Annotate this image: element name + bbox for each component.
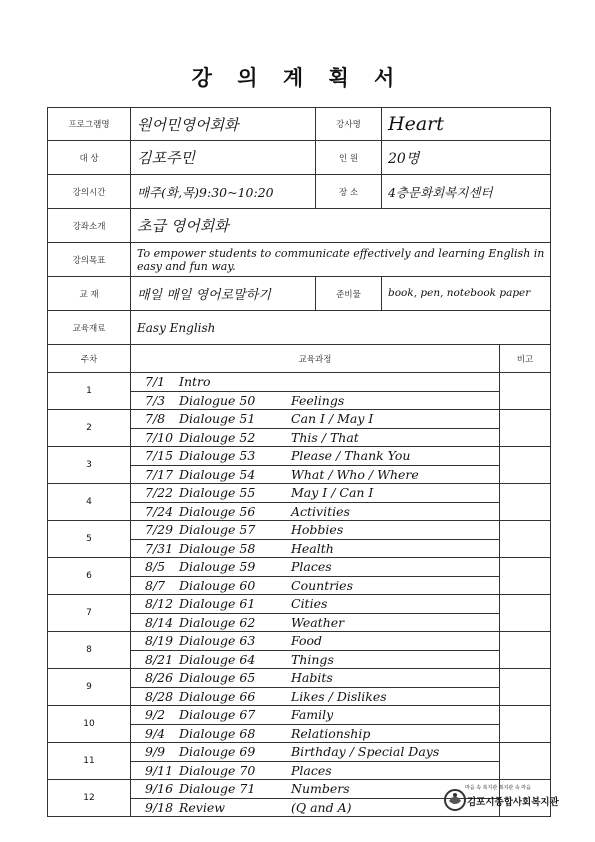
week-sessions [131, 706, 500, 743]
session-unit: Dialouge 60 [179, 577, 256, 593]
week-row [48, 632, 551, 669]
session-unit: Review [179, 799, 225, 815]
textbook-label: 교 재 [48, 277, 131, 311]
session-topic: (Q and A) [291, 799, 352, 815]
goal-value: To empower students to communicate effectively and learning English in easy and fun way. [131, 243, 551, 277]
session-line [131, 651, 499, 669]
session-topic: What / Who / Where [291, 466, 419, 482]
session-line [131, 706, 499, 725]
session-date: 7/1 [145, 374, 166, 389]
session-line [131, 558, 499, 577]
session-date: 7/22 [145, 485, 174, 500]
session-topic: Places [291, 559, 332, 574]
session-unit: Dialouge 58 [179, 540, 256, 556]
week-note [500, 632, 551, 669]
week-note [500, 743, 551, 780]
session-topic: Activities [291, 503, 350, 519]
session-date: 7/15 [145, 448, 174, 463]
week-sessions [131, 743, 500, 780]
session-line [131, 632, 499, 651]
session-unit: Dialouge 59 [179, 559, 256, 574]
week-note [500, 484, 551, 521]
session-date: 9/11 [145, 762, 174, 778]
week-sessions [131, 669, 500, 706]
target-label: 대 상 [48, 141, 131, 175]
session-topic: Feelings [291, 392, 345, 408]
session-topic: May I / Can I [291, 485, 374, 500]
session-topic: Likes / Dislikes [291, 688, 387, 704]
session-date: 7/24 [145, 503, 174, 519]
session-date: 7/17 [145, 466, 174, 482]
week-number: 3 [48, 447, 131, 484]
week-note [500, 373, 551, 410]
logo-tagline: 마음 속 복지관 복지관 속 마음 [465, 785, 531, 791]
note-header: 비고 [500, 345, 551, 373]
session-unit: Dialouge 62 [179, 614, 256, 630]
session-topic: Countries [291, 577, 353, 593]
week-number: 8 [48, 632, 131, 669]
lecture-plan-table [47, 107, 551, 817]
goal-label: 강의목표 [48, 243, 131, 277]
session-unit: Dialouge 57 [179, 522, 256, 537]
place-label: 장 소 [316, 175, 382, 209]
week-row [48, 373, 551, 410]
session-date: 9/2 [145, 707, 166, 722]
session-line [131, 688, 499, 706]
week-note [500, 669, 551, 706]
instructor-label: 강사명 [316, 108, 382, 141]
session-line [131, 466, 499, 484]
session-unit: Dialouge 54 [179, 466, 256, 482]
session-topic: Cities [291, 596, 328, 611]
week-number: 2 [48, 410, 131, 447]
week-row [48, 447, 551, 484]
week-sessions [131, 410, 500, 447]
week-note [500, 558, 551, 595]
session-unit: Dialouge 66 [179, 688, 256, 704]
week-sessions [131, 484, 500, 521]
program-value: 원어민영어회화 [131, 108, 316, 141]
week-sessions [131, 447, 500, 484]
session-topic: Family [291, 707, 334, 722]
session-line [131, 429, 499, 447]
session-unit: Dialouge 53 [179, 448, 256, 463]
session-unit: Dialogue 50 [179, 392, 256, 408]
week-number: 10 [48, 706, 131, 743]
session-line [131, 392, 499, 410]
session-date: 8/7 [145, 577, 166, 593]
session-topic: Can I / May I [291, 411, 374, 426]
session-topic: Birthday / Special Days [291, 744, 440, 759]
session-date: 9/16 [145, 781, 174, 796]
week-row [48, 558, 551, 595]
week-note [500, 447, 551, 484]
session-unit: Dialouge 52 [179, 429, 256, 445]
session-unit: Dialouge 70 [179, 762, 256, 778]
session-line [131, 447, 499, 466]
session-topic: Places [291, 762, 332, 778]
session-line [131, 595, 499, 614]
material-value: Easy English [131, 311, 551, 345]
week-header: 주차 [48, 345, 131, 373]
session-date: 7/8 [145, 411, 166, 426]
session-topic: This / That [291, 429, 359, 445]
supplies-label: 준비물 [316, 277, 382, 311]
session-date: 8/12 [145, 596, 174, 611]
session-date: 8/26 [145, 670, 174, 685]
session-topic: Relationship [291, 725, 371, 741]
week-number: 1 [48, 373, 131, 410]
session-date: 8/19 [145, 633, 174, 648]
welfare-center-logo-icon [443, 788, 467, 812]
session-topic [287, 373, 499, 391]
session-line [131, 725, 499, 743]
session-date: 8/28 [145, 688, 174, 704]
session-line [131, 743, 499, 762]
week-number: 5 [48, 521, 131, 558]
week-row [48, 484, 551, 521]
session-topic: Please / Thank You [291, 448, 411, 463]
session-topic: Weather [291, 614, 345, 630]
session-line [131, 540, 499, 558]
session-unit: Dialouge 55 [179, 485, 256, 500]
session-unit: Dialouge 56 [179, 503, 256, 519]
week-note [500, 521, 551, 558]
session-line [131, 484, 499, 503]
week-sessions [131, 632, 500, 669]
material-label: 교육재료 [48, 311, 131, 345]
week-note [500, 595, 551, 632]
session-unit: Dialouge 65 [179, 670, 256, 685]
session-topic: Numbers [291, 781, 350, 796]
session-unit: Dialouge 64 [179, 651, 256, 667]
week-row [48, 743, 551, 780]
session-line [131, 614, 499, 632]
session-date: 8/14 [145, 614, 174, 630]
week-number: 6 [48, 558, 131, 595]
session-line [131, 669, 499, 688]
week-sessions [131, 558, 500, 595]
supplies-value: book, pen, notebook paper [382, 277, 551, 311]
intro-label: 강좌소개 [48, 209, 131, 243]
session-date: 9/4 [145, 725, 166, 741]
session-line [131, 503, 499, 521]
session-topic: Food [291, 633, 323, 648]
week-number: 11 [48, 743, 131, 780]
session-line [131, 373, 499, 392]
week-note [500, 706, 551, 743]
textbook-value: 매일 매일 영어로말하기 [131, 277, 316, 311]
time-label: 강의시간 [48, 175, 131, 209]
week-number: 4 [48, 484, 131, 521]
session-unit: Intro [179, 374, 211, 389]
program-label: 프로그램명 [48, 108, 131, 141]
week-row [48, 595, 551, 632]
curriculum-header: 교육과정 [131, 345, 500, 373]
session-date: 9/9 [145, 744, 166, 759]
count-value: 20명 [382, 141, 551, 175]
session-line [131, 577, 499, 595]
session-date: 9/18 [145, 799, 174, 815]
session-unit: Dialouge 61 [179, 596, 256, 611]
week-sessions [131, 521, 500, 558]
week-number: 12 [48, 780, 131, 817]
session-topic: Hobbies [291, 522, 344, 537]
week-sessions [131, 373, 500, 410]
session-topic: Health [291, 540, 334, 556]
week-note [500, 410, 551, 447]
session-unit: Dialouge 67 [179, 707, 256, 722]
week-row [48, 669, 551, 706]
session-date: 8/5 [145, 559, 166, 574]
intro-value: 초급 영어회화 [131, 209, 551, 243]
week-row [48, 521, 551, 558]
week-number: 7 [48, 595, 131, 632]
session-topic: Habits [291, 670, 333, 685]
session-unit: Dialouge 69 [179, 744, 256, 759]
logo-organization-name: 김포시종합사회복지관 [467, 797, 559, 808]
week-row [48, 706, 551, 743]
session-date: 7/3 [145, 392, 166, 408]
session-date: 7/29 [145, 522, 174, 537]
session-date: 7/10 [145, 429, 174, 445]
count-label: 인 원 [316, 141, 382, 175]
week-row [48, 410, 551, 447]
session-line [131, 521, 499, 540]
session-line [131, 762, 499, 780]
session-unit: Dialouge 51 [179, 411, 256, 426]
time-value: 매주(화,목)9:30~10:20 [131, 175, 316, 209]
week-sessions [131, 595, 500, 632]
session-unit: Dialouge 68 [179, 725, 256, 741]
session-date: 8/21 [145, 651, 174, 667]
curriculum-body [48, 373, 551, 817]
session-line [131, 410, 499, 429]
target-value: 김포주민 [131, 141, 316, 175]
place-value: 4층문화회복지센터 [382, 175, 551, 209]
session-unit: Dialouge 71 [179, 781, 256, 796]
session-unit: Dialouge 63 [179, 633, 256, 648]
instructor-value: Heart [382, 108, 551, 141]
week-number: 9 [48, 669, 131, 706]
session-topic: Things [291, 651, 334, 667]
document-title: 강 의 계 획 서 [191, 66, 404, 90]
organization-logo [443, 782, 563, 816]
session-date: 7/31 [145, 540, 174, 556]
